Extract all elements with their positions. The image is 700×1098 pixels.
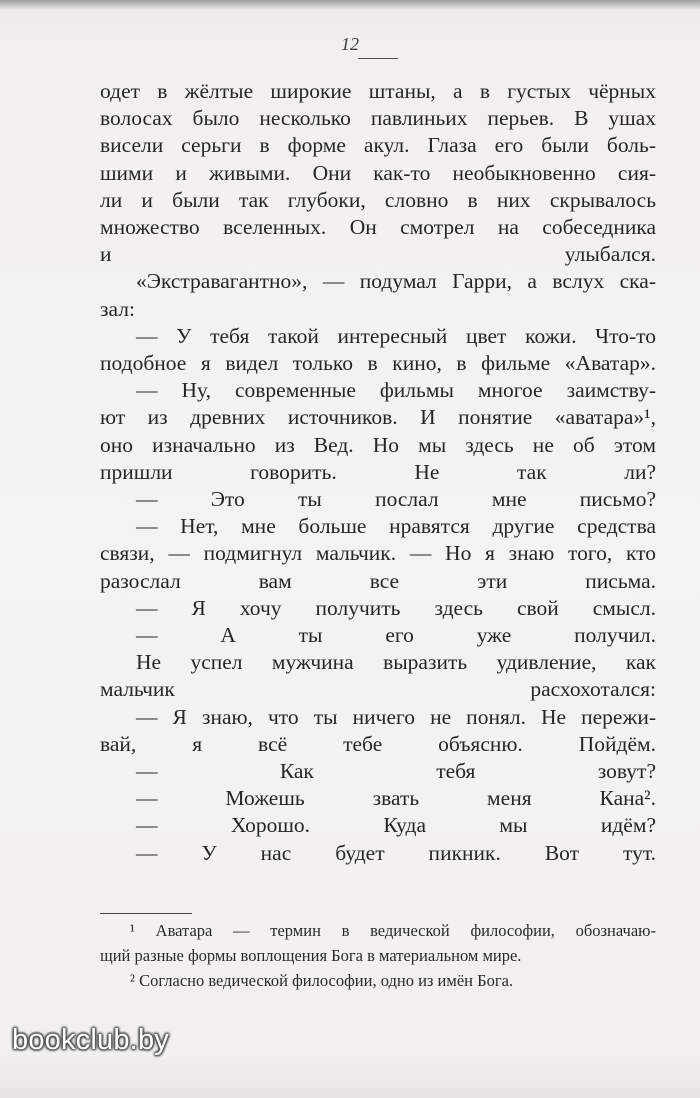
text-line: — Я хочу получить здесь свой смысл. — [136, 595, 656, 620]
text-line: — Как тебя зовут? — [136, 759, 656, 784]
text-line: одет в жёлтые широкие штаны, а в густых чёрных — [100, 79, 656, 103]
footnote-line: щий разные формы воплощения Бога в материальном мире. — [100, 946, 522, 965]
text-line: шими и живыми. Они как-то необыкновенно сия- — [100, 160, 656, 185]
footnote-line: ² Согласно ведической философии, одно из имён Бога. — [130, 971, 514, 990]
page-number: 12 — [341, 34, 359, 54]
text-line: ли и были так глубоки, словно в них скрывалось — [100, 187, 656, 212]
text-line: — Хорошо. Куда мы идём? — [136, 813, 656, 838]
text-line: «Экстравагантно», — подумал Гарри, а вслух ска- — [136, 269, 656, 294]
text-line: — Ну, современные фильмы многое заимству- — [136, 378, 656, 403]
text-line: множество вселенных. Он смотрел на собеседника — [100, 215, 656, 240]
text-line: — У тебя такой интересный цвет кожи. Что-то — [136, 323, 656, 348]
footnotes — [100, 918, 656, 993]
main-text — [100, 78, 656, 867]
text-line: зал: — [100, 296, 135, 321]
footnote-line: ¹ Аватара — термин в ведической философии, обозначаю- — [130, 921, 656, 940]
text-line: связи, — подмигнул мальчик. — Но я знаю того, кто — [100, 541, 656, 566]
text-line: — Нет, мне больше нравятся другие средства — [136, 514, 656, 539]
text-line: висели серьги в форме акул. Глаза его были боль- — [100, 133, 656, 158]
text-line: мальчик расхохотался: — [100, 677, 656, 702]
text-line: — У нас будет пикник. Вот тут. — [136, 840, 656, 865]
text-line: пришли говорить. Не так ли? — [100, 459, 656, 484]
text-line: разослал вам все эти письма. — [100, 568, 656, 593]
text-line: оно изначально из Вед. Но мы здесь не об этом — [100, 432, 656, 457]
text-line: — А ты его уже получил. — [136, 623, 656, 648]
text-line: — Можешь звать меня Кана². — [136, 786, 656, 811]
text-line: ют из древних источников. И понятие «аватара»¹, — [100, 405, 656, 430]
page-number-underline — [358, 58, 398, 59]
text-line: Не успел мужчина выразить удивление, как — [136, 650, 656, 675]
text-line: и улыбался. — [100, 242, 656, 267]
text-line: — Я знаю, что ты ничего не понял. Не пережи- — [136, 704, 656, 729]
footnote-divider — [100, 913, 192, 914]
text-line: вай, я всё тебе объясню. Пойдём. — [100, 731, 656, 756]
text-line: — Это ты послал мне письмо? — [136, 487, 656, 512]
watermark: bookclub.by — [12, 1024, 169, 1056]
text-line: волосах было несколько павлиньих перьев. В ушах — [100, 106, 656, 131]
text-line: подобное я видел только в кино, в фильме «Аватар». — [100, 351, 656, 376]
